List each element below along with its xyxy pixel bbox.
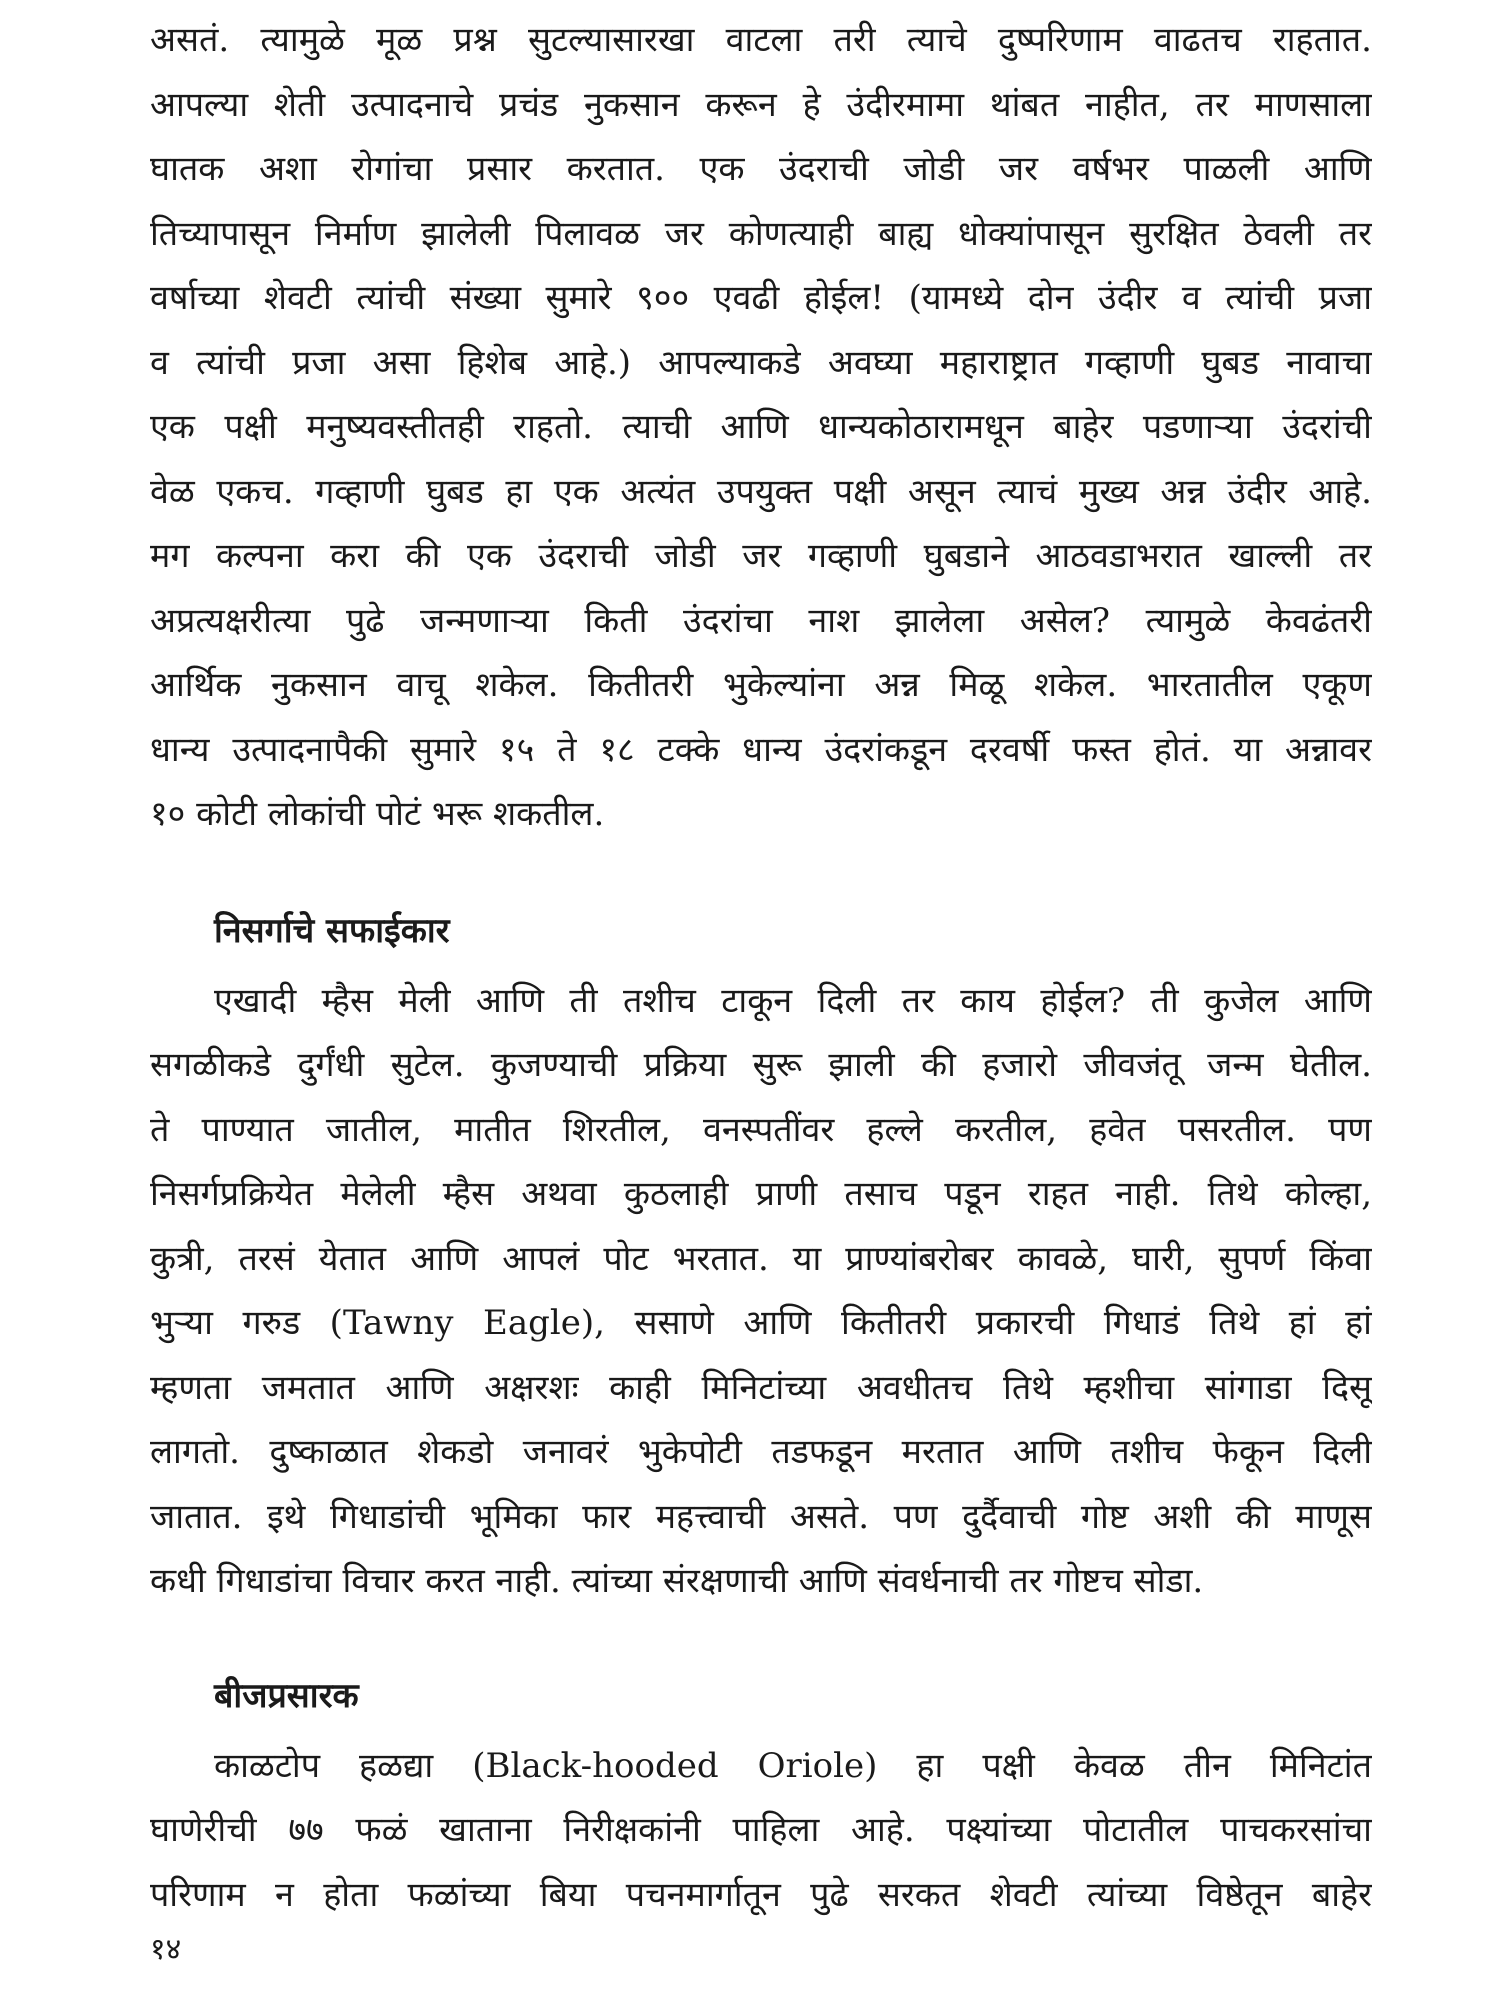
page-number: १४ bbox=[150, 1932, 182, 1967]
page-content bbox=[150, 8, 1372, 1927]
text-line: वर्षाच्या शेवटी त्यांची संख्या सुमारे ९०० एवढी होईल! (यामध्ये दोन उंदीर व त्यांची प्रजा bbox=[150, 278, 1372, 318]
text-line: निसर्गप्रक्रियेत मेलेली म्हैस अथवा कुठलाही प्राणी तसाच पडून राहत नाही. तिथे कोल्हा, bbox=[150, 1174, 1372, 1214]
text-line: धान्य उत्पादनापैकी सुमारे १५ ते १८ टक्के धान्य उंदरांकडून दरवर्षी फस्त होतं. या अन्नावर bbox=[150, 729, 1372, 770]
text-line: वेळ एकच. गव्हाणी घुबड हा एक अत्यंत उपयुक्त पक्षी असून त्याचं मुख्य अन्न उंदीर आहे. bbox=[150, 471, 1372, 512]
text-line: तिच्यापासून निर्माण झालेली पिलावळ जर कोणत्याही बाह्य धोक्यांपासून सुरक्षित ठेवली तर bbox=[150, 213, 1372, 254]
text-line: असतं. त्यामुळे मूळ प्रश्न सुटल्यासारखा वाटला तरी त्याचे दुष्परिणाम वाढतच राहतात. bbox=[150, 20, 1372, 60]
text-line: अप्रत्यक्षरीत्या पुढे जन्मणाऱ्या किती उंदरांचा नाश झालेला असेल? त्यामुळे केवढंतरी bbox=[150, 600, 1372, 641]
section-heading-seed-dispersers: बीजप्रसारक bbox=[214, 1675, 359, 1716]
text-line: म्हणता जमतात आणि अक्षरशः काही मिनिटांच्या अवधीतच तिथे म्हशीचा सांगाडा दिसू bbox=[150, 1367, 1372, 1408]
text-line: घातक अशा रोगांचा प्रसार करतात. एक उंदराची जोडी जर वर्षभर पाळली आणि bbox=[150, 149, 1372, 189]
text-line: एखादी म्हैस मेली आणि ती तशीच टाकून दिली तर काय होईल? ती कुजेल आणि bbox=[214, 980, 1372, 1021]
text-line: आर्थिक नुकसान वाचू शकेल. कितीतरी भुकेल्यांना अन्न मिळू शकेल. भारतातील एकूण bbox=[150, 665, 1372, 705]
text-line: आपल्या शेती उत्पादनाचे प्रचंड नुकसान करून हे उंदीरमामा थांबत नाहीत, तर माणसाला bbox=[150, 84, 1372, 125]
text-line: ते पाण्यात जातील, मातीत शिरतील, वनस्पतींवर हल्ले करतील, हवेत पसरतील. पण bbox=[150, 1109, 1372, 1150]
scavengers-paragraph bbox=[150, 969, 1372, 1614]
text-line: भुऱ्या गरुड (Tawny Eagle), ससाणे आणि कितीतरी प्रकारची गिधाडं तिथे हां हां bbox=[150, 1303, 1372, 1343]
intro-paragraph bbox=[150, 8, 1372, 847]
text-line: कुत्री, तरसं येतात आणि आपलं पोट भरतात. या प्राण्यांबरोबर कावळे, घारी, सुपर्ण किंवा bbox=[150, 1238, 1372, 1279]
text-line: १० कोटी लोकांची पोटं भरू शकतील. bbox=[150, 794, 605, 834]
text-line: व त्यांची प्रजा असा हिशेब आहे.) आपल्याकडे अवघ्या महाराष्ट्रात गव्हाणी घुबड नावाचा bbox=[150, 342, 1372, 383]
text-line: मग कल्पना करा की एक उंदराची जोडी जर गव्हाणी घुबडाने आठवडाभरात खाल्ली तर bbox=[150, 536, 1372, 576]
text-line: जातात. इथे गिधाडांची भूमिका फार महत्त्वाची असते. पण दुर्दैवाची गोष्ट अशी की माणूस bbox=[150, 1496, 1372, 1537]
text-line: सगळीकडे दुर्गंधी सुटेल. कुजण्याची प्रक्रिया सुरू झाली की हजारो जीवजंतू जन्म घेतील. bbox=[150, 1045, 1372, 1085]
text-line: एक पक्षी मनुष्यवस्तीतही राहतो. त्याची आणि धान्यकोठारामधून बाहेर पडणाऱ्या उंदरांची bbox=[150, 407, 1372, 447]
text-line: घाणेरीची ७७ फळं खाताना निरीक्षकांनी पाहिला आहे. पक्ष्यांच्या पोटातील पाचकरसांचा bbox=[150, 1810, 1372, 1850]
section-heading-scavengers: निसर्गाचे सफाईकार bbox=[214, 910, 450, 951]
section-spacer bbox=[150, 847, 1372, 899]
text-line: कधी गिधाडांचा विचार करत नाही. त्यांच्या संरक्षणाची आणि संवर्धनाची तर गोष्टच सोडा. bbox=[150, 1561, 1204, 1601]
text-line: काळटोप हळद्या (Black-hooded Oriole) हा पक्षी केवळ तीन मिनिटांत bbox=[214, 1745, 1372, 1786]
text-line: परिणाम न होता फळांच्या बिया पचनमार्गातून पुढे सरकत शेवटी त्यांच्या विष्ठेतून बाहेर bbox=[150, 1874, 1372, 1915]
text-line: लागतो. दुष्काळात शेकडो जनावरं भुकेपोटी तडफडून मरतात आणि तशीच फेकून दिली bbox=[150, 1432, 1372, 1472]
section-spacer bbox=[150, 1614, 1372, 1664]
seed-dispersers-paragraph bbox=[150, 1734, 1372, 1928]
